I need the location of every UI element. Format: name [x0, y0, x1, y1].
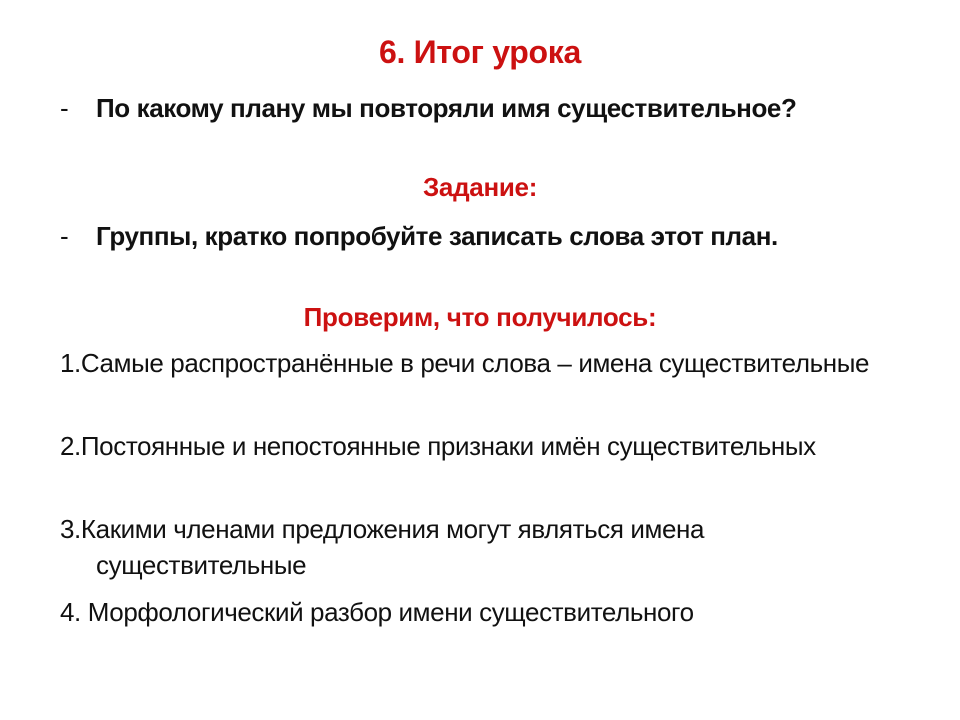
question-marker: -	[60, 93, 69, 123]
task-heading: Задание:	[422, 172, 538, 202]
plan-item-3	[60, 511, 920, 583]
plan-item-4-text: Морфологический разбор имени существительного	[87, 597, 694, 627]
plan-item-2-marker: 2.	[60, 431, 81, 461]
plan-item-3-text: Какими членами предложения могут являться имена существительные	[80, 514, 705, 580]
slide-title: 6. Итог урока	[379, 34, 581, 70]
question-text: По какому плану мы повторяли имя существительное?	[96, 93, 797, 123]
plan-item-1-text: Самые распространённые в речи слова – имена существительные	[80, 348, 870, 378]
plan-item-4-marker: 4.	[60, 597, 88, 627]
plan-item-1	[60, 345, 920, 381]
task-text: Группы, кратко попробуйте записать слова этот план.	[96, 221, 778, 251]
check-heading: Проверим, что получилось:	[303, 302, 657, 332]
task-item	[60, 218, 920, 254]
task-marker: -	[60, 221, 69, 251]
plan-item-1-marker: 1.	[60, 348, 81, 378]
plan-item-3-marker: 3.	[60, 514, 81, 544]
plan-item-2	[60, 428, 920, 464]
plan-item-2-text: Постоянные и непостоянные признаки имён существительных	[80, 431, 816, 461]
question-item	[60, 90, 920, 126]
plan-item-4	[60, 594, 920, 630]
